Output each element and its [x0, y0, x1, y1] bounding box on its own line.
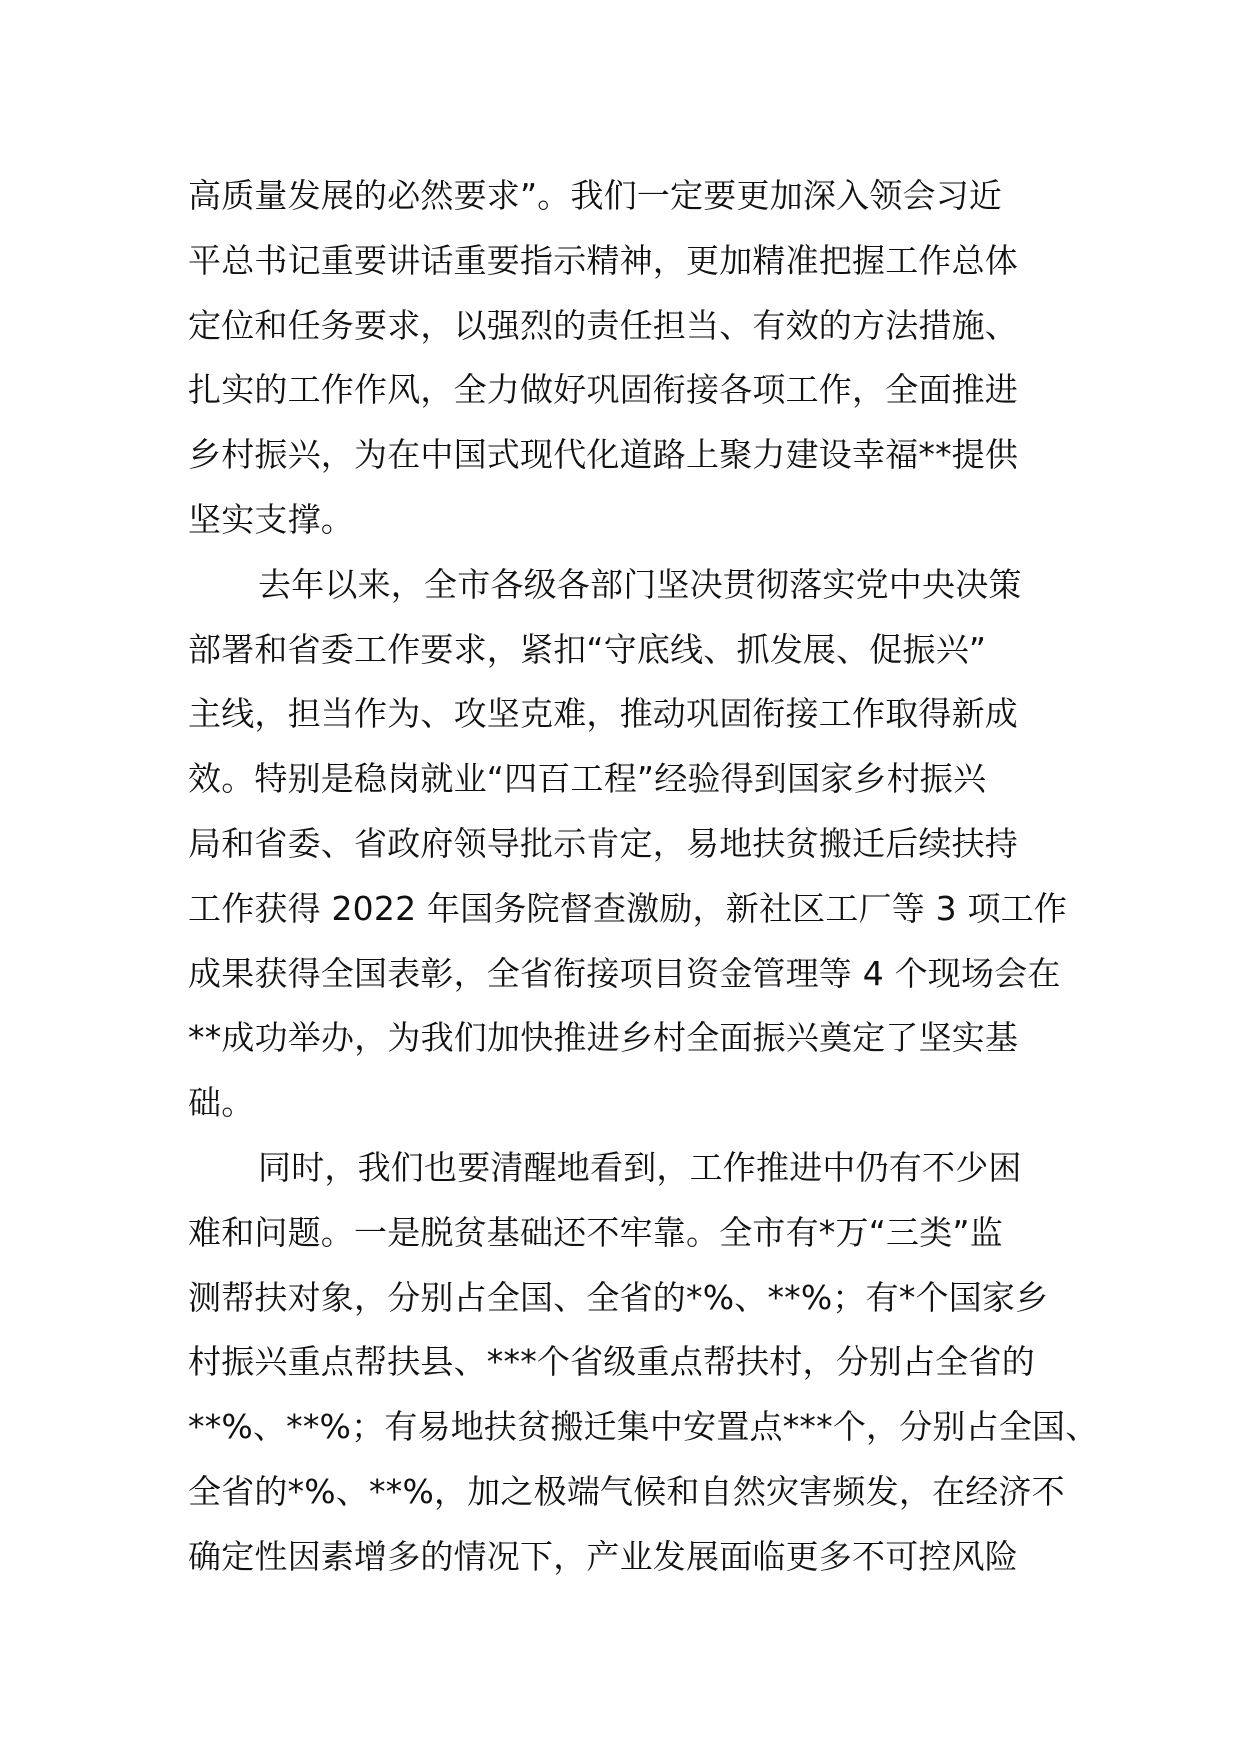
paragraph-2-line-4: 效。特别是稳岗就业“四百工程”经验得到国家乡村振兴 [188, 759, 987, 799]
paragraph-1-line-3: 定位和任务要求，以强烈的责任担当、有效的方法措施、 [188, 305, 1018, 345]
paragraph-2-line-9: 础。 [188, 1083, 255, 1123]
paragraph-2-line-2: 部署和省委工作要求，紧扣“守底线、抓发展、促振兴” [188, 629, 987, 669]
paragraph-2-line-7: 成果获得全国表彰，全省衔接项目资金管理等 4 个现场会在 [188, 953, 1061, 993]
paragraph-1-line-6: 坚实支撑。 [188, 499, 354, 539]
paragraph-3-line-6: 全省的*%、**%，加之极端气候和自然灾害频发，在经济不 [188, 1471, 1065, 1511]
paragraph-2-line-6: 工作获得 2022 年国务院督查激励，新社区工厂等 3 项工作 [188, 888, 1068, 928]
paragraph-1-line-4: 扎实的工作作风，全力做好巩固衔接各项工作，全面推进 [188, 370, 1018, 410]
paragraph-2-line-1: 去年以来，全市各级各部门坚决贯彻落实党中央决策 [258, 564, 1022, 604]
paragraph-3-line-5: **%、**%；有易地扶贫搬迁集中安置点***个，分别占全国、 [188, 1407, 1099, 1447]
paragraph-3-line-4: 村振兴重点帮扶县、***个省级重点帮扶村，分别占全省的 [188, 1342, 1035, 1382]
paragraph-2-line-8: **成功举办，为我们加快推进乡村全面振兴奠定了坚实基 [188, 1018, 1019, 1058]
paragraph-2-line-3: 主线，担当作为、攻坚克难，推动巩固衔接工作取得新成 [188, 694, 1018, 734]
paragraph-1-line-5: 乡村振兴，为在中国式现代化道路上聚力建设幸福**提供 [188, 435, 1019, 475]
paragraph-2-line-5: 局和省委、省政府领导批示肯定，易地扶贫搬迁后续扶持 [188, 823, 1018, 863]
paragraph-1-line-1: 高质量发展的必然要求”。我们一定要更加深入领会习近 [188, 176, 1003, 215]
paragraph-3-line-1: 同时，我们也要清醒地看到，工作推进中仍有不少困 [258, 1147, 1022, 1187]
paragraph-3-line-3: 测帮扶对象，分别占全国、全省的*%、**%；有*个国家乡 [188, 1277, 1049, 1317]
document-body [188, 164, 1099, 1590]
paragraph-3-line-7: 确定性因素增多的情况下，产业发展面临更多不可控风险 [188, 1536, 1018, 1576]
paragraph-1-line-2: 平总书记重要讲话重要指示精神，更加精准把握工作总体 [188, 240, 1018, 280]
paragraph-3-line-2: 难和问题。一是脱贫基础还不牢靠。全市有*万“三类”监 [188, 1212, 1003, 1252]
